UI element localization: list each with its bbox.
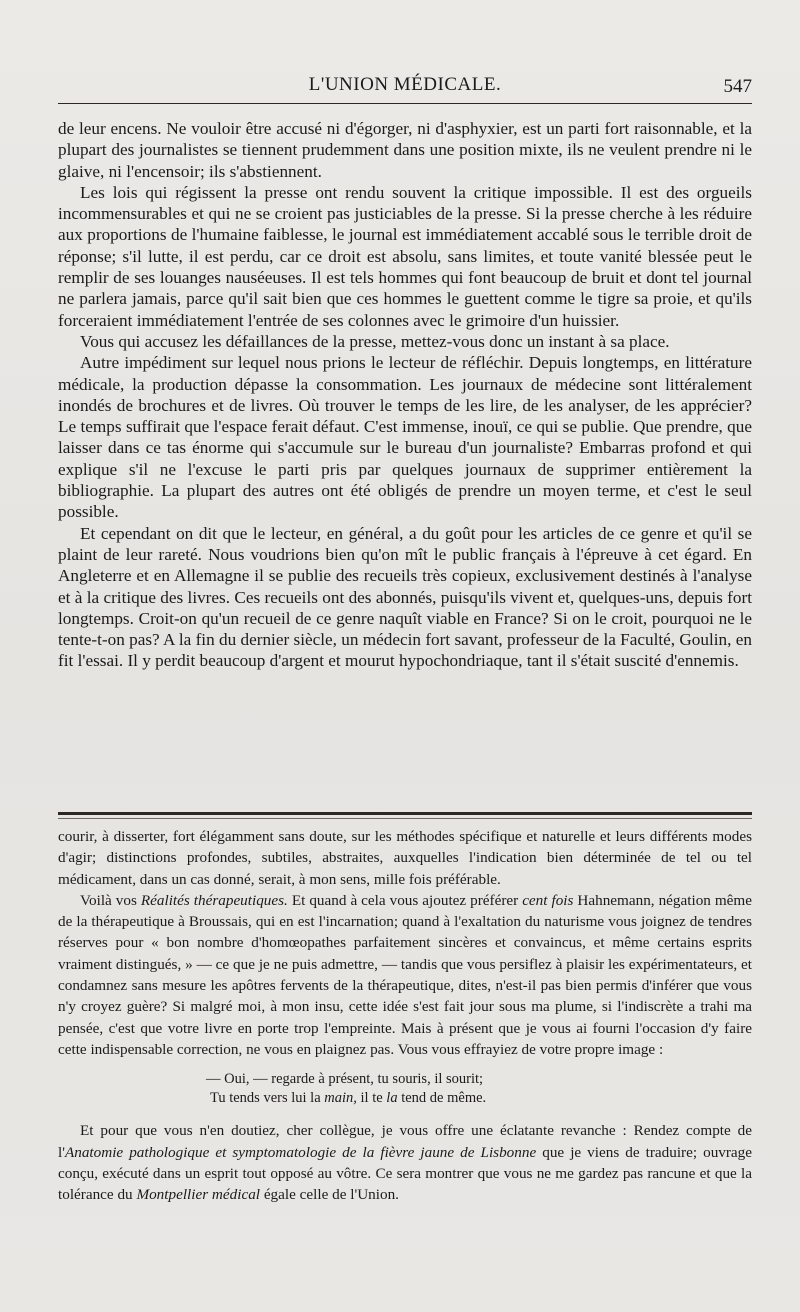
text-run: Tu tends vers lui la (210, 1090, 325, 1107)
paragraph: Et cependant on dit que le lecteur, en général, a du goût pour les articles de ce genre et qu'il se plaint de leur rareté. Nous voudrions bien qu'on mît le public français à l'épreuve à cet égard. En Angleterre et en Allemagne il se publie des recueils très copieux, exclusivement destinés à l'analyse et à la critique des livres. Ces recueils ont des abonnés, puisqu'ils vivent et, quelques-uns, depuis fort longtemps. Croit-on qu'un recueil de ce genre naquît viable en France? Si on le croit, pourquoi ne le tente-t-on pas? A la fin du dernier siècle, un médecin fort savant, professeur de la Faculté, Goulin, en fit l'essai. Il y perdit beaucoup d'argent et mourut hypochondriaque, tant il s'était suscité d'ennemis. (58, 523, 752, 671)
italic-word: main, (324, 1090, 357, 1107)
text-run: Et quand à cela vous ajoutez préférer (287, 891, 523, 909)
paragraph (58, 890, 752, 1060)
text-run: tend de même. (397, 1090, 487, 1107)
section-divider-thin (58, 818, 752, 819)
text-run: il te (356, 1090, 387, 1107)
section-divider (58, 812, 752, 815)
text-run: Et pour que vous n'en doutiez, cher collègue, je vous offre une éclatante revanche : Rendez compte de l' (58, 1122, 752, 1161)
main-article (58, 118, 752, 672)
page-number: 547 (723, 76, 752, 97)
paragraph: Autre impédiment sur lequel nous prions le lecteur de réfléchir. Depuis longtemps, en littérature médicale, la production dépasse la consommation. Les journaux de médecine sont littéralement inondés de brochures et de livres. Où trouver le temps de les lire, de les analyser, de les apprécier? Le temps suffirait que l'espace ferait défaut. C'est immense, inouï, ce qui se publie. Que prendre, que laisser dans ce tas énorme qui s'accumule sur le bureau d'un journaliste? Embarras profond et qui explique s'il ne l'excuse le parti pris par quelques journaux de supprimer entièrement la bibliographie. La plupart des autres ont été obligés de prendre un moyen terme, et c'est le seul possible. (58, 353, 752, 522)
footnote-feuilleton (58, 826, 752, 1205)
italic-word: la (386, 1090, 398, 1107)
paragraph (58, 1120, 752, 1205)
paragraph: Vous qui accusez les défaillances de la presse, mettez-vous donc un instant à sa place. (80, 331, 670, 351)
italic-title: Anatomie pathologique et symptomatologie de la fièvre jaune de Lisbonne (64, 1143, 537, 1161)
italic-title: Montpellier médical (136, 1186, 261, 1204)
journal-title: L'UNION MÉDICALE. (308, 74, 502, 95)
italic-title: Réalités thérapeutiques. (140, 891, 288, 909)
verse-line (58, 1089, 752, 1108)
paragraph: Les lois qui régissent la presse ont rendu souvent la critique impossible. Il est des orgueils incommensurables et qui ne se croient pas justiciables de la presse. Si la presse cherche à les réduire aux proportions de l'humaine faiblesse, le journal est immédiatement accablé sous le terrible droit de réponse; s'il lutte, il est perdu, car ce droit est absolu, sans limites, et toute vanité blessée peut le remplir de ses louanges nauséeuses. Il est tels hommes qui font beaucoup de bruit et dont tel journal ne parlera jamais, parce qu'il sait bien que ces hommes le guettent comme le tigre sa proie, et qu'ils forceraient immédiatement l'entrée de ses colonnes avec le grimoire d'un huissier. (58, 182, 752, 330)
verse-quotation (58, 1070, 752, 1108)
text-run: égale celle de l'Union. (260, 1186, 399, 1204)
page-header (58, 72, 752, 106)
paragraph: de leur encens. Ne vouloir être accusé ni d'égorger, ni d'asphyxier, est un parti fort raisonnable, et la plupart des journalistes se tiennent prudemment dans une position mixte, ils ne veulent prendre ni le glaive, ni l'encensoir; ils s'abstiennent. (58, 119, 752, 181)
italic-phrase: cent fois (522, 891, 574, 909)
text-run: Voilà vos (80, 891, 141, 909)
header-rule (58, 103, 752, 104)
text-run: que je viens de traduire; ouvrage conçu, exécuté dans un esprit tout opposé au vôtre. Ce sera montrer que vous ne me gardez pas rancune et que la tolérance du (58, 1143, 753, 1204)
verse-line: — Oui, — regarde à présent, tu souris, il sourit; (206, 1071, 484, 1088)
paragraph: courir, à disserter, fort élégamment sans doute, sur les méthodes spécifique et naturelle et leurs différents modes d'agir; distinctions profondes, subtiles, abstraites, auxquelles l'indication bien déterminée de tel ou tel médicament, dans un cas donné, serait, à mon sens, mille fois préférable. (58, 828, 752, 888)
text-run: Hahnemann, négation même de la thérapeutique à Broussais, qui en est l'incarnation; quand à l'exaltation du naturisme vous joignez de tendres réserves pour « bon nombre d'homœopathes parfaitement sincères et convaincus, et même certains esprits vraiment distingués, » — ce que je ne puis admettre, — tandis que vous persiflez à plaisir les expérimentateurs, et condamnez sans mesure les apôtres fervents de la thérapeutique, dites, n'est-il pas bien permis d'inférer que vous n'y croyez guère? Si malgré moi, à mon insu, cette idée s'est fait jour sous ma plume, si l'indiscrète a trahi ma pensée, c'est que votre livre en porte trop l'empreinte. Mais à présent que je vous ai fourni l'occasion d'y faire cette indispensable correction, ne vous en plaignez pas. Vous vous effrayiez de votre propre image : (58, 891, 752, 1058)
